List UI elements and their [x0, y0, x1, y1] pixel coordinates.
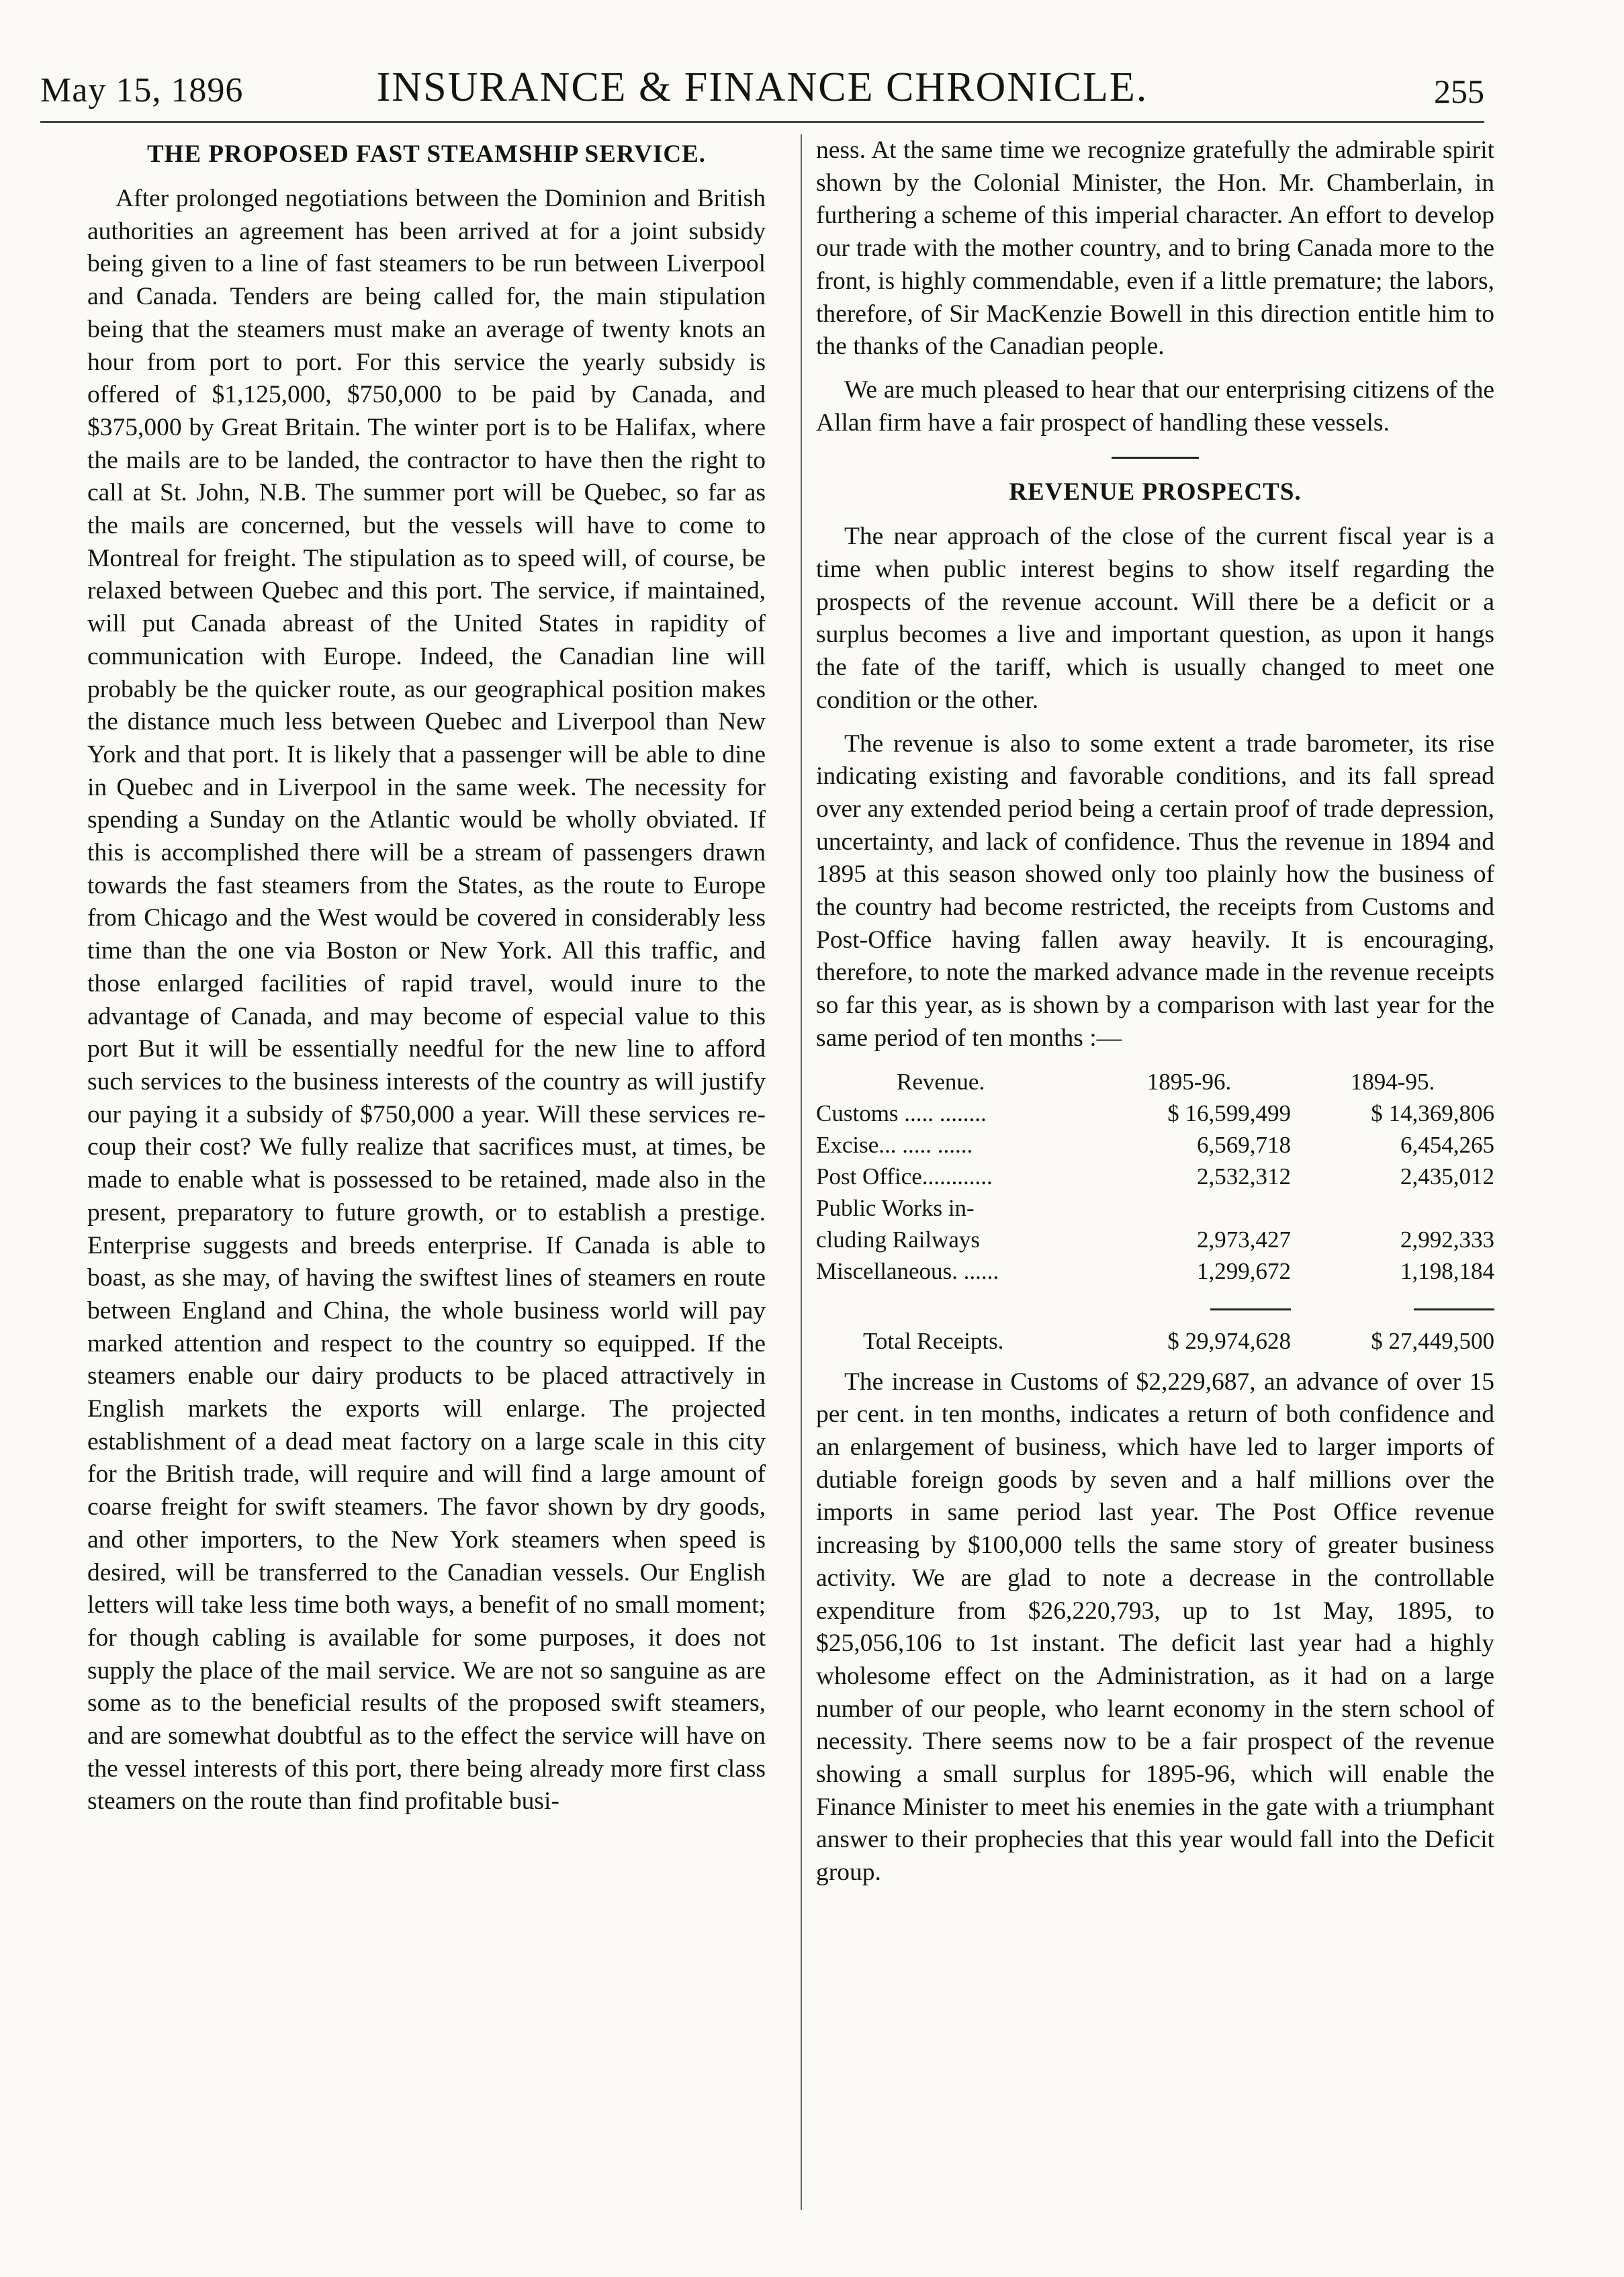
row-value-1894: [1291, 1192, 1494, 1224]
total-rule: [1414, 1308, 1494, 1310]
issue-date: May 15, 1896: [40, 71, 244, 109]
row-label: cluding Railways: [816, 1226, 980, 1253]
row-value-1895: 2,532,312: [1197, 1163, 1291, 1190]
page-header: [40, 64, 1484, 118]
revenue-paragraph-1: The near approach of the close of the current fiscal year is a time when public interest begins to show itself regarding the prospects of the revenue account. Will there be a deficit or a surplus becomes a live and important question, as upon it hangs the fate of the tariff, which is usually changed to meet one condition or the other.: [816, 523, 1494, 714]
total-value-1895: $ 29,974,628: [1167, 1327, 1291, 1354]
col-header-revenue: Revenue.: [897, 1068, 985, 1095]
row-label: Miscellaneous. ......: [816, 1257, 999, 1284]
right-column: [816, 134, 1494, 2210]
steamship-paragraph-1: After prolonged negotiations between the Dominion and British authorities an agreement has been arrived at for a joint subsidy being given to a line of fast steamers to be run between Liverpool and Canada. Tenders are being called for, the main stipulation being that the steamers must make an average of twenty knots an hour from port to port. For this service the yearly subsidy is offered of $1,125,000, $750,000 to be paid by Canada, and $375,000 by Great Britain. The winter port is to be Halifax, where the mails are to be landed, the contractor to have then the right to call at St. John, N.B. The summer port will be Quebec, so far as the mails are concerned, but the vessels will have to come to Montreal for freight. The stipulation as to speed will, of course, be relaxed between Quebec and this port. The service, if maintained, will put Canada abreast of the United States in rapidity of communication with Europe. Indeed, the Canadian line will probably be the quicker route, as our geographical position makes the distance much less between Quebec and Liverpool than New York and that port. It is likely that a passenger will be able to dine in Quebec and in Liverpool in the same week. The necessity for spending a Sunday on the Atlantic would be wholly obviated. If this is accomplished there will be a stream of passengers drawn towards the fast steamers from the States, as the route to Europe from Chicago and the West would be covered in considerably less time than the one via Boston or New York. All this traffic, and those enlarged facilities of rapid travel, would inure to the advantage of Canada, and may become of especial value to this port But it will be essentially needful for the new line to afford such services to the business interests of the country as will justify our paying it a subsidy of $750,000 a year. Will these services re-coup their cost? We fully realize that sacrifices must, at times, be made to enable what is possessed to be retained, made also in the present, preparatory to future growth, or to establish a prestige. Enterprise suggests and breeds enterprise. If Canada is able to boast, as she may, of having the swiftest lines of steamers en route between England and China, the whole business world will pay marked attention and respect to the country so equipped. If the steamers enable our dairy products to be placed attractively in English markets the exports will enlarge. The projected establishment of a dead meat factory on a large scale in this city for the British trade, will require and will find a large amount of coarse freight for swift steamers. The favor shown by dry goods, and other importers, to the New York steamers when speed is desired, will be transferred to the Canadian vessels. Our English letters will take less time both ways, a benefit of no small moment; for though cabling is available for some purposes, it does not supply the place of the mail service. We are not so sanguine as are some as to the beneficial results of the proposed swift steamers, and are somewhat doubtful as to the effect the service will have on the vessel interests of this port, there being already more first class steamers on the route than find profitable busi-: [87, 185, 766, 1816]
publication-title: INSURANCE & FINANCE CHRONICLE.: [376, 64, 1148, 110]
row-value-1894: $ 14,369,806: [1371, 1100, 1494, 1126]
row-value-1895: [1087, 1192, 1291, 1224]
left-column: [87, 134, 766, 2210]
row-value-1895: 2,973,427: [1197, 1226, 1291, 1253]
article-heading-revenue: REVENUE PROSPECTS.: [1009, 478, 1302, 506]
row-label: Customs ..... ........: [816, 1100, 987, 1126]
table-row: [816, 1192, 1494, 1224]
row-label: Public Works in-: [816, 1194, 975, 1221]
row-value-1894: 2,435,012: [1400, 1163, 1494, 1190]
steamship-paragraph-1-continued: ness. At the same time we recognize gratefully the admirable spirit shown by the Colonial Minister, the Hon. Mr. Chamberlain, in furthering a scheme of this imperial character. An effort to develop our trade with the mother country, and to bring Canada more to the front, is highly commendable, even if a little premature; the labors, therefore, of Sir MacKenzie Bowell in this direction entitle him to the thanks of the Canadian people.: [816, 136, 1494, 361]
total-rule: [1210, 1308, 1291, 1310]
revenue-paragraph-2: The revenue is also to some extent a trade barometer, its rise indicating existing and favorable conditions, and its fall spread over any extended period being a certain proof of trade depression, uncertainty, and lack of confidence. Thus the revenue in 1894 and 1895 at this season showed only too plainly how the business of the country had become restricted, the receipts from Customs and Post-Office having fallen away heavily. It is encouraging, therefore, to note the marked advance made in the revenue receipts so far this year, as is shown by a comparison with last year for the same period of ten months :—: [816, 729, 1494, 1052]
header-rule: [40, 121, 1484, 123]
total-label: Total Receipts.: [863, 1327, 1004, 1354]
col-header-1894: 1894-95.: [1350, 1068, 1435, 1095]
table-row: [816, 1161, 1494, 1192]
table-row: [816, 1255, 1494, 1287]
steamship-paragraph-2: We are much pleased to hear that our enterprising citizens of the Allan firm have a fair prospect of handling these vessels.: [816, 375, 1494, 437]
row-value-1894: 2,992,333: [1400, 1226, 1494, 1253]
total-value-1894: $ 27,449,500: [1371, 1327, 1494, 1354]
row-label: Post Office............: [816, 1163, 993, 1190]
row-value-1895: 6,569,718: [1197, 1131, 1291, 1158]
col-header-1895: 1895-96.: [1146, 1068, 1232, 1095]
row-value-1894: 6,454,265: [1400, 1131, 1494, 1158]
table-row: [816, 1129, 1494, 1161]
table-header-row: [816, 1066, 1494, 1098]
article-heading-steamship: THE PROPOSED FAST STEAMSHIP SERVICE.: [146, 140, 707, 168]
column-divider: [801, 134, 802, 2210]
table-row: [816, 1224, 1494, 1255]
table-total-row: [816, 1319, 1494, 1357]
page-number: 255: [1434, 73, 1484, 110]
row-label: Excise... ..... ......: [816, 1131, 973, 1158]
table-row: [816, 1098, 1494, 1129]
revenue-table: [816, 1066, 1494, 1357]
row-value-1894: 1,198,184: [1400, 1257, 1494, 1284]
revenue-paragraph-3: The increase in Customs of $2,229,687, an advance of over 15 per cent. in ten months, indicates a return of both confidence and an enlargement of business, which have led to larger imports of dutiable foreign goods by seven and a half millions over the imports in same period last year. The Post Office revenue increasing by $100,000 tells the same story of greater business activity. We are glad to note a decrease in the controllable expenditure from $26,220,793, up to 1st May, 1895, to $25,056,106 to 1st instant. The deficit last year had a highly wholesome effect on the Administration, as it had on a large number of our people, who learnt economy in the stern school of necessity. There seems now to be a fair prospect of the revenue showing a small surplus for 1895-96, which will enable the Finance Minister to meet his enemies in the gate with a triumphant answer to their prophecies that this year would fall into the Deficit group.: [816, 1368, 1494, 1887]
row-value-1895: 1,299,672: [1197, 1257, 1291, 1284]
row-value-1895: $ 16,599,499: [1167, 1100, 1291, 1126]
total-rule-row: [816, 1287, 1494, 1319]
section-rule: [1112, 457, 1199, 459]
